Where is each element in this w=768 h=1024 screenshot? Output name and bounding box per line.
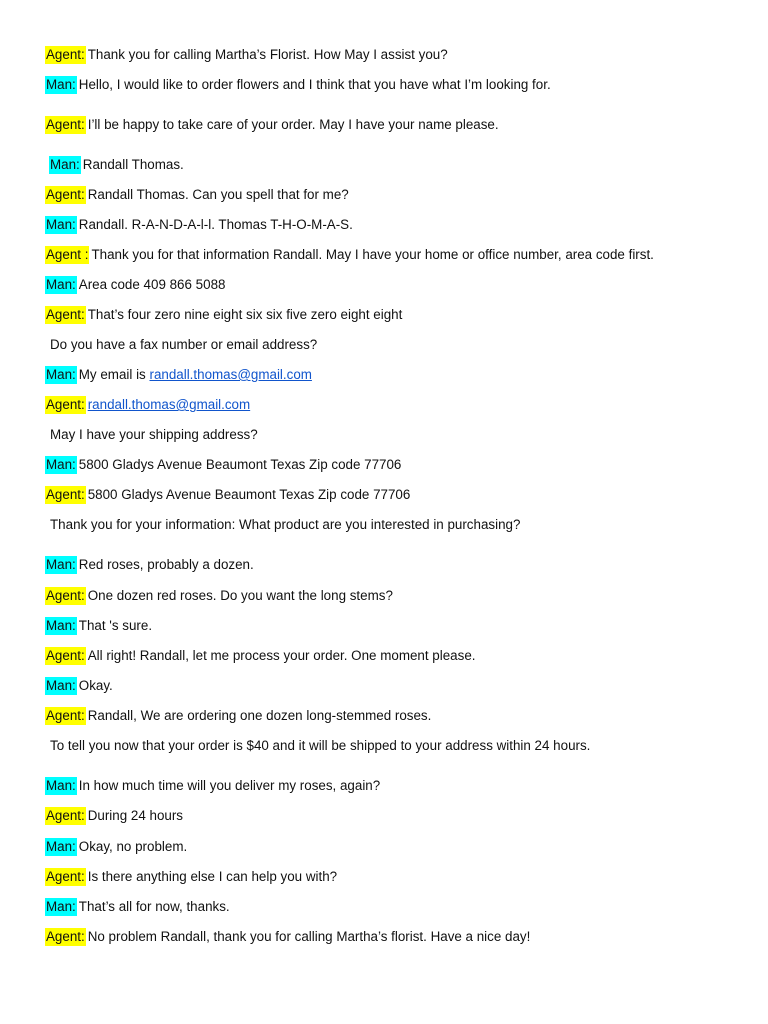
man-text: Randall. R-A-N-D-A-l-l. Thomas T-H-O-M-A-S. xyxy=(78,217,353,232)
agent-text: During 24 hours xyxy=(87,808,183,823)
man-text: That 's sure. xyxy=(78,618,153,633)
agent-text: All right! Randall, let me process your order. One moment please. xyxy=(87,648,476,663)
email-link[interactable]: randall.thomas@gmail.com xyxy=(87,397,251,412)
man-text: 5800 Gladys Avenue Beaumont Texas Zip code 77706 xyxy=(78,457,402,472)
dialogue-line-14 xyxy=(45,456,401,474)
dialogue-line-10 xyxy=(48,336,317,354)
agent-text: No problem Randall, thank you for calling Martha’s florist. Have a nice day! xyxy=(87,929,531,944)
agent-label: Agent: xyxy=(46,808,85,823)
dialogue-line-22 xyxy=(45,707,431,725)
dialogue-line-7 xyxy=(45,246,654,264)
man-text: Randall Thomas. xyxy=(82,157,184,172)
man-label: Man: xyxy=(46,77,76,92)
agent-text: May I have your shipping address? xyxy=(50,427,258,442)
agent-text: Thank you for that information Randall. May I have your home or office number, area code first. xyxy=(91,247,654,262)
man-text: Area code 409 866 5088 xyxy=(78,277,226,292)
agent-label: Agent: xyxy=(46,648,85,663)
agent-text: Do you have a fax number or email address? xyxy=(50,337,318,352)
man-label: Man: xyxy=(46,457,76,472)
man-label: Man: xyxy=(46,678,76,693)
man-text: Okay, no problem. xyxy=(78,839,188,854)
agent-text: Randall Thomas. Can you spell that for me? xyxy=(87,187,349,202)
dialogue-line-27 xyxy=(45,868,337,886)
dialogue-line-23 xyxy=(48,737,590,755)
dialogue-line-24 xyxy=(45,777,380,795)
dialogue-line-25 xyxy=(45,807,183,825)
man-label: Man: xyxy=(46,778,76,793)
dialogue-line-17 xyxy=(45,556,254,574)
dialogue-line-15 xyxy=(45,486,410,504)
agent-label: Agent : xyxy=(46,247,89,262)
agent-text: Randall, We are ordering one dozen long-stemmed roses. xyxy=(87,708,432,723)
dialogue-line-29 xyxy=(45,928,530,946)
dialogue-line-3 xyxy=(45,116,499,134)
man-text: My email is xyxy=(78,367,146,382)
dialogue-line-11 xyxy=(45,366,312,384)
agent-label: Agent: xyxy=(46,869,85,884)
man-label: Man: xyxy=(46,899,76,914)
agent-label: Agent: xyxy=(46,47,85,62)
man-label: Man: xyxy=(46,367,76,382)
agent-text: One dozen red roses. Do you want the long stems? xyxy=(87,588,393,603)
agent-text: That’s four zero nine eight six six five zero eight eight xyxy=(87,307,403,322)
man-text: Hello, I would like to order flowers and I think that you have what I’m looking for. xyxy=(78,77,551,92)
dialogue-line-20 xyxy=(45,647,476,665)
dialogue-line-26 xyxy=(45,838,187,856)
dialogue-line-13 xyxy=(48,426,258,444)
man-label: Man: xyxy=(46,277,76,292)
dialogue-line-4 xyxy=(49,156,184,174)
agent-text: 5800 Gladys Avenue Beaumont Texas Zip code 77706 xyxy=(87,487,411,502)
agent-label: Agent: xyxy=(46,117,85,132)
man-text: That’s all for now, thanks. xyxy=(78,899,230,914)
man-label: Man: xyxy=(46,618,76,633)
agent-label: Agent: xyxy=(46,929,85,944)
agent-text: I’ll be happy to take care of your order. May I have your name please. xyxy=(87,117,499,132)
email-link[interactable]: randall.thomas@gmail.com xyxy=(149,367,312,382)
dialogue-line-18 xyxy=(45,587,393,605)
man-label: Man: xyxy=(46,217,76,232)
dialogue-line-21 xyxy=(45,677,113,695)
agent-label: Agent: xyxy=(46,487,85,502)
dialogue-line-19 xyxy=(45,617,152,635)
agent-text: Thank you for calling Martha’s Florist. How May I assist you? xyxy=(87,47,448,62)
man-text: Red roses, probably a dozen. xyxy=(78,557,254,572)
agent-text: To tell you now that your order is $40 and it will be shipped to your address within 24 hours. xyxy=(50,738,591,753)
man-label: Man: xyxy=(46,839,76,854)
dialogue-line-9 xyxy=(45,306,402,324)
dialogue-line-5 xyxy=(45,186,349,204)
agent-label: Agent: xyxy=(46,588,85,603)
man-text: Okay. xyxy=(78,678,113,693)
man-label: Man: xyxy=(46,557,76,572)
dialogue-line-12 xyxy=(45,396,250,414)
agent-label: Agent: xyxy=(46,307,85,322)
man-label: Man: xyxy=(50,157,80,172)
dialogue-line-16 xyxy=(48,516,520,534)
agent-label: Agent: xyxy=(46,397,85,412)
dialogue-line-1 xyxy=(45,46,448,64)
agent-label: Agent: xyxy=(46,187,85,202)
dialogue-line-28 xyxy=(45,898,230,916)
dialogue-line-8 xyxy=(45,276,225,294)
agent-text: Thank you for your information: What product are you interested in purchasing? xyxy=(50,517,521,532)
agent-label: Agent: xyxy=(46,708,85,723)
agent-text: Is there anything else I can help you with? xyxy=(87,869,338,884)
dialogue-line-6 xyxy=(45,216,353,234)
man-text: In how much time will you deliver my roses, again? xyxy=(78,778,381,793)
dialogue-line-2 xyxy=(45,76,551,94)
